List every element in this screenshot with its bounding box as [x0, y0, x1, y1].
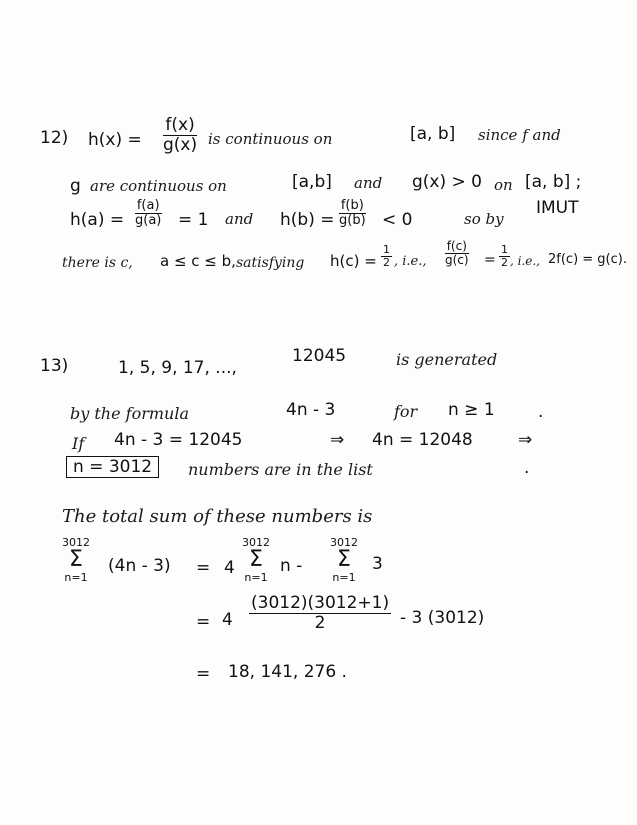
n-condition: n ≥ 1 [448, 400, 495, 420]
sigma-2-icon: Σ [249, 547, 263, 573]
final-identity: 2f(c) = g(c). [548, 252, 627, 267]
h-b-fraction [334, 199, 371, 229]
sum3-lower: n=1 [332, 571, 356, 585]
minus-3-term: - 3 (3012) [400, 608, 485, 628]
half-fraction-1 [378, 244, 395, 269]
equals-b: = [196, 612, 211, 632]
sum2-upper: 3012 [242, 536, 270, 549]
period-2: . [524, 458, 530, 478]
equals-a: = [196, 558, 211, 578]
sum-expression: (4n - 3) [108, 556, 171, 576]
line2-text: are continuous on [90, 177, 227, 195]
big-fraction-denominator: 2 [314, 612, 326, 633]
sigma-3-icon: Σ [337, 547, 351, 573]
sum-1 [62, 536, 90, 584]
half-den-1: 2 [383, 256, 390, 270]
sequence-terms: 1, 5, 9, 17, ..., [118, 358, 237, 378]
boxed-n-value: n = 3012 [66, 456, 159, 478]
fc-numerator: f(c) [446, 239, 467, 253]
is-generated: is generated [396, 350, 498, 369]
h-a-fraction [130, 199, 166, 229]
line1-tail: since f and [478, 126, 561, 144]
line1-text: is continuous on [208, 130, 333, 148]
sum2-lower: n=1 [244, 571, 268, 585]
n-minus-term: n - [280, 556, 303, 576]
for-label: for [394, 402, 418, 421]
fa-numerator: f(a) [136, 198, 160, 213]
imut-label: IMUT [536, 198, 579, 218]
half-num-2: 1 [501, 243, 508, 256]
half-den-2: 2 [501, 256, 508, 270]
sum-2 [242, 536, 270, 584]
big-fraction [246, 594, 394, 632]
problem-13-number: 13) [40, 356, 69, 376]
h-fraction [158, 116, 202, 154]
sigma-1-icon: Σ [69, 547, 83, 573]
equals-c: = [196, 664, 211, 684]
and-2: and [354, 174, 383, 192]
h-a-label: h(a) = [70, 210, 125, 230]
g-positive-condition: g(x) > 0 [412, 172, 482, 192]
satisfying: satisfying [236, 255, 305, 271]
sum1-upper: 3012 [62, 536, 90, 549]
half-num-1: 1 [383, 243, 390, 256]
h-b-label: h(b) = [280, 210, 335, 230]
h-c-label: h(c) = [330, 252, 377, 270]
big-fraction-numerator: (3012)(3012+1) [251, 593, 390, 613]
interval-3: [a, b] ; [525, 172, 582, 192]
sum-3 [330, 536, 358, 584]
fb-numerator: f(b) [340, 198, 364, 213]
formula-4n-3: 4n - 3 [286, 400, 336, 420]
there-is-c: there is c, [62, 255, 133, 271]
fx-numerator: f(x) [165, 115, 195, 135]
less-than-zero: < 0 [382, 210, 413, 230]
problem-12-number: 12) [40, 128, 69, 148]
interval-1: [a, b] [410, 124, 456, 144]
if-label: If [72, 434, 85, 453]
coefficient-4: 4 [224, 558, 235, 578]
line2-g: g [70, 176, 81, 196]
constant-3: 3 [372, 554, 383, 574]
c-range: a ≤ c ≤ b, [160, 252, 236, 270]
equation-1: 4n - 3 = 12045 [114, 430, 243, 450]
period-1: . [538, 402, 544, 422]
equals-one: = 1 [178, 210, 209, 230]
ga-denominator: g(a) [135, 213, 162, 229]
implies-arrow-1: ⇒ [330, 430, 345, 450]
so-by: so by [464, 210, 504, 228]
coefficient-4b: 4 [222, 610, 233, 630]
numbers-in-list: numbers are in the list [188, 460, 373, 479]
ie-1: , i.e., [394, 254, 427, 269]
h-definition: h(x) = [88, 130, 142, 150]
implies-arrow-2: ⇒ [518, 430, 533, 450]
gb-denominator: g(b) [339, 213, 366, 229]
and-3: and [225, 210, 254, 228]
sequence-last-term: 12045 [292, 346, 347, 366]
total-sum-sentence: The total sum of these numbers is [62, 506, 373, 527]
gc-denominator: g(c) [445, 253, 469, 268]
gx-denominator: g(x) [163, 134, 198, 155]
sum1-lower: n=1 [64, 571, 88, 585]
by-the-formula: by the formula [70, 404, 189, 423]
equation-2: 4n = 12048 [372, 430, 473, 450]
fc-gc-fraction [440, 240, 474, 267]
on-2: on [494, 176, 513, 194]
equals-half-sign: = [484, 252, 496, 268]
interval-2: [a,b] [292, 172, 332, 192]
sum3-upper: 3012 [330, 536, 358, 549]
final-result: 18, 141, 276 . [228, 662, 347, 682]
ie-2: , i.e., [510, 254, 541, 268]
